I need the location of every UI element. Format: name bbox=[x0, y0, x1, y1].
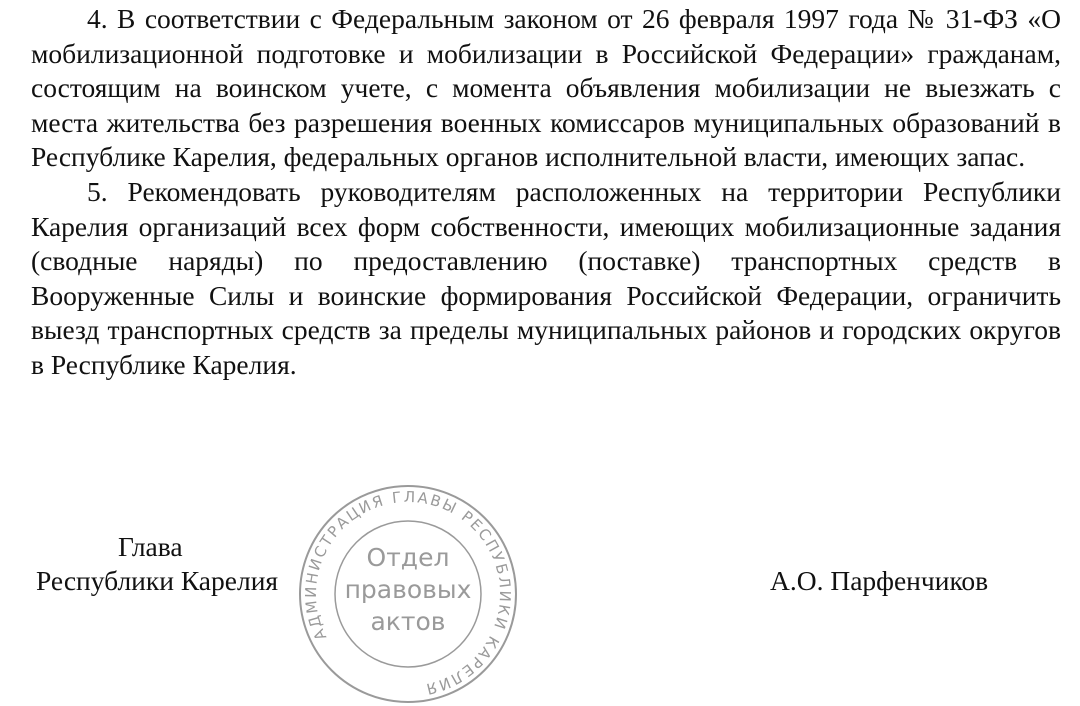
stamp-graphic bbox=[296, 482, 520, 706]
stamp-ring-text: АДМИНИСТРАЦИЯ ГЛАВЫ РЕСПУБЛИКИ КАРЕЛИЯ bbox=[301, 487, 515, 699]
document-body bbox=[31, 2, 1061, 383]
paragraph-4: 4. В соответствии с Федеральным законом от 26 февраля 1997 года № 31-ФЗ «О мобилизационной подготовке и мобилизации в Российской Федерации» гражданам, состоящим на воинском учете, с момента объявления мобилизации не выезжать с места жительства без разрешения военных комиссаров муниципальных образований в Республике Карелия, федеральных органов исполнительной власти, имеющих запас. bbox=[31, 3, 1061, 173]
signatory-title-line1: Глава bbox=[118, 531, 183, 562]
stamp-center-line1: Отдел bbox=[366, 543, 450, 572]
signatory-name: А.О. Парфенчиков bbox=[770, 565, 989, 596]
stamp-center-line3: актов bbox=[370, 607, 446, 636]
signatory-title-line2: Республики Карелия bbox=[36, 565, 279, 596]
paragraph-5: 5. Рекомендовать руководителям расположенных на территории Республики Карелия организаций всех форм собственности, имеющих мобилизационные задания (сводные наряды) по предоставлению (поставке) транспортных средств в Вооруженные Силы и воинские формирования Российской Федерации, ограничить выезд транспортных средств за пределы муниципальных районов и городских округов в Республике Карелия. bbox=[31, 175, 1061, 380]
official-stamp bbox=[296, 482, 520, 706]
stamp-center-line2: правовых bbox=[344, 575, 472, 604]
